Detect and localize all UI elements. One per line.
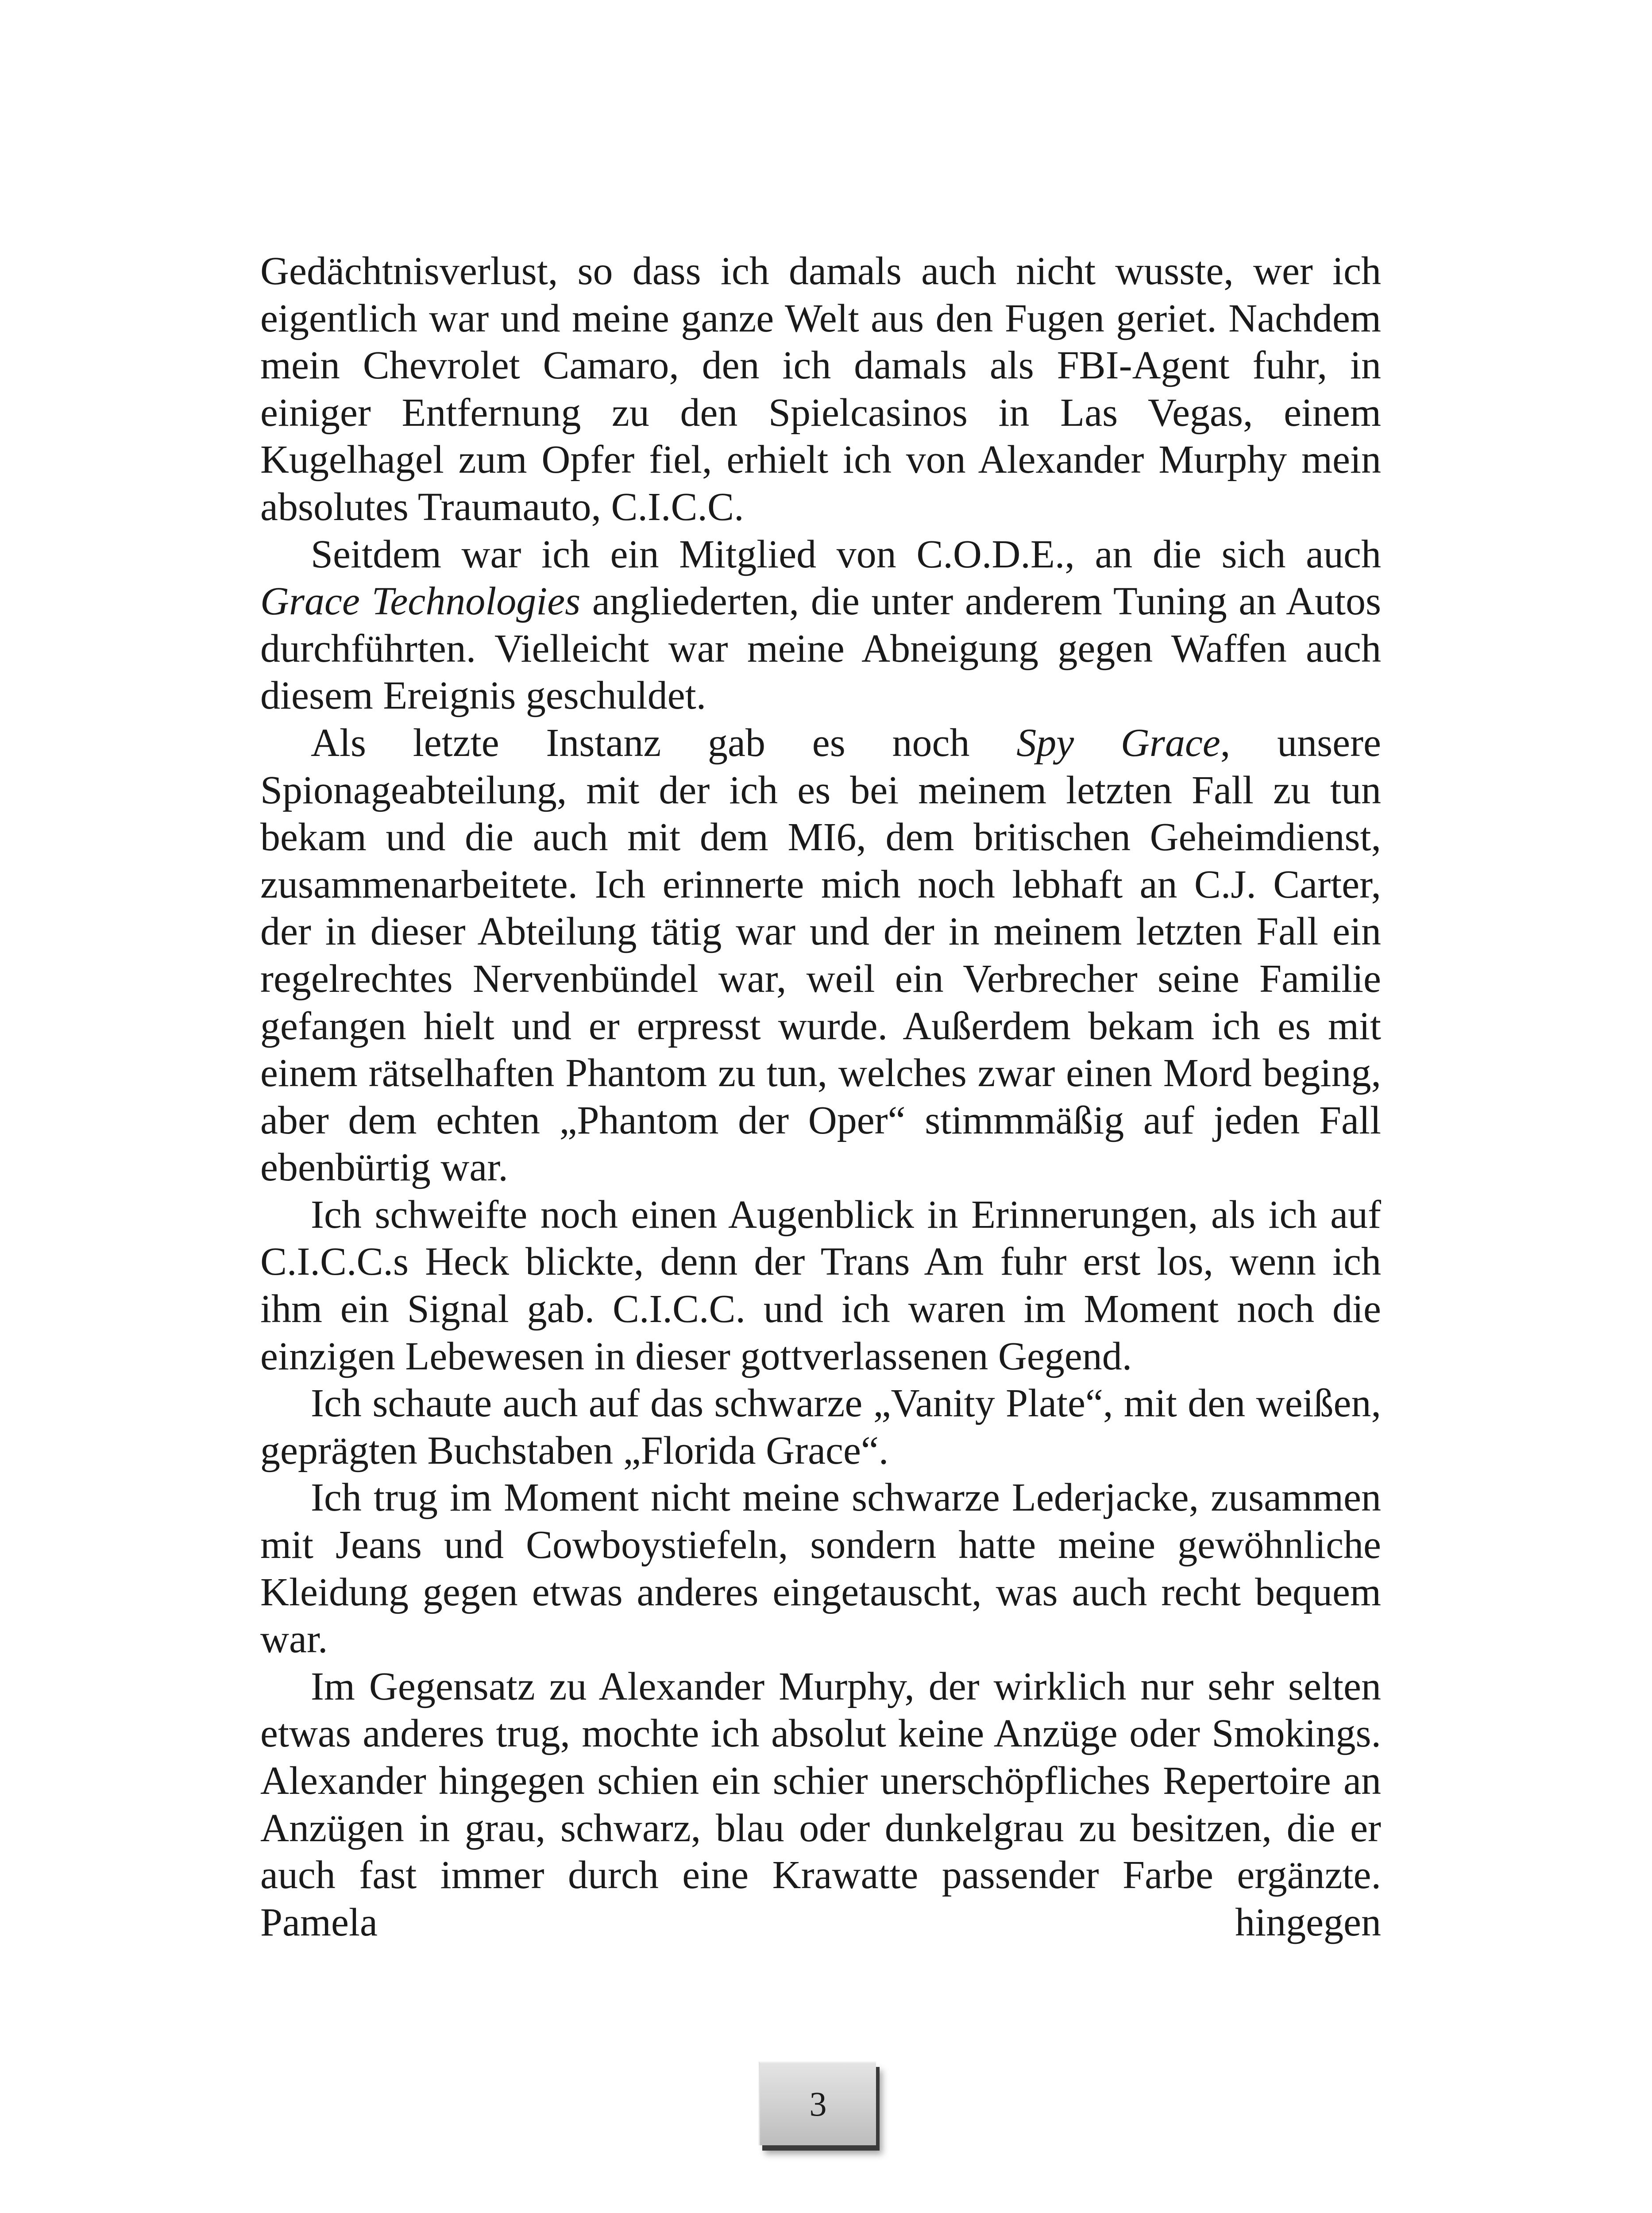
paragraph-text: , unsere Spionageabteilung, mit der ich es bei meinem letzten Fall zu tun bekam und die auch mit dem MI6, dem britischen Geheimdienst, zusammenarbeitete. Ich erinnerte mich noch lebhaft an C.J. Carter, der in dieser Abteilung tätig war und der in meinem letzten Fall ein regelrechtes Nervenbündel war, weil ein Verbrecher seine Familie gefangen hielt und er erpresst wurde. Außerdem bekam ich es mit einem rätselhaften Phantom zu tun, welches zwar einen Mord beging, aber dem echten „Phantom der Oper“ stimmmäßig auf jeden Fall ebenbürtig war. — [260, 721, 1381, 1190]
paragraph-text: Gedächtnisverlust, so dass ich damals auch nicht wusste, wer ich eigentlich war und meine ganze Welt aus den Fugen geriet. Nachdem mein Chevrolet Camaro, den ich damals als FBI-Agent fuhr, in einiger Entfernung zu den Spielcasinos in Las Vegas, einem Kugelhagel zum Opfer fiel, erhielt ich von Alexander Murphy mein absolutes Traumauto, C.I.C.C. — [260, 249, 1381, 529]
paragraph-text: Ich schweifte noch einen Augenblick in Erinnerungen, als ich auf C.I.C.C.s Heck blickte, denn der Trans Am fuhr erst los, wenn ich ihm ein Signal gab. C.I.C.C. und ich waren im Moment noch die einzigen Lebewesen in dieser gottverlassenen Gegend. — [260, 1192, 1381, 1378]
paragraph — [260, 248, 1381, 531]
paragraph — [260, 531, 1381, 720]
paragraph — [260, 720, 1381, 1191]
paragraph — [260, 1663, 1381, 1947]
page-number: 3 — [809, 2085, 827, 2123]
paragraph — [260, 1474, 1381, 1663]
paragraph-text: Im Gegensatz zu Alexander Murphy, der wirklich nur sehr selten etwas anderes trug, mochte ich absolut keine Anzüge oder Smokings. Alexander hingegen schien ein schier unerschöpfliches Repertoire an Anzügen in grau, schwarz, blau oder dunkelgrau zu besitzen, die er auch fast immer durch eine Krawatte passender Farbe ergänzte. Pamela hingegen — [260, 1664, 1381, 1944]
paragraph-text: Seitdem war ich ein Mitglied von C.O.D.E., an die sich auch — [311, 532, 1381, 576]
paragraph-text: Ich trug im Moment nicht meine schwarze Lederjacke, zusammen mit Jeans und Cowboystiefeln, sondern hatte meine gewöhnliche Kleidung gegen etwas anderes eingetauscht, was auch recht bequem war. — [260, 1476, 1381, 1662]
italic-title-text: Spy Grace — [1016, 721, 1220, 765]
body-text — [260, 248, 1381, 1946]
paragraph-text: Ich schaute auch auf das schwarze „Vanity Plate“, mit den weißen, geprägten Buchstaben „Florida Grace“. — [260, 1381, 1381, 1473]
page-number-badge — [759, 2062, 876, 2145]
paragraph — [260, 1380, 1381, 1474]
paragraph-text: Als letzte Instanz gab es noch — [311, 721, 1017, 765]
paragraph — [260, 1191, 1381, 1380]
paragraph-text: angliederten, die unter anderem Tuning an Autos durchführten. Vielleicht war meine Abneigung gegen Waffen auch diesem Ereignis geschuldet. — [260, 579, 1382, 718]
italic-title-text: Grace Technologies — [260, 579, 581, 624]
